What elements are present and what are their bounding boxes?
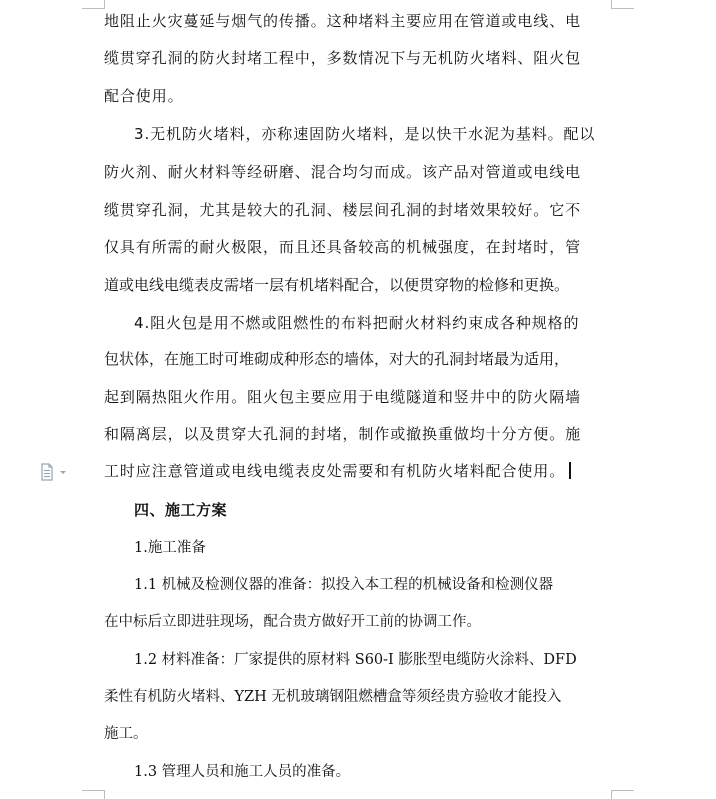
text-line[interactable]: 在中标后立即进驻现场，配合贵方做好开工前的协调工作。 <box>104 614 481 630</box>
text-line[interactable]: 地阻止火灾蔓延与烟气的传播。这种堵料主要应用在管道或电线、电 <box>104 12 582 30</box>
text-line[interactable]: 柔性有机防火堵料、YZH 无机玻璃钢阻燃槽盒等须经贵方验收才能投入 <box>104 689 562 705</box>
subsection-heading[interactable]: 1.施工准备 <box>134 540 206 556</box>
page-corner-mark-bottom-left <box>82 790 105 799</box>
text-line[interactable]: 配合使用。 <box>104 87 184 105</box>
page-corner-mark-top-right <box>611 0 634 9</box>
text-line[interactable]: 4.阻火包是用不燃或阻燃性的布料把耐火材料约束成各种规格的 <box>134 314 580 332</box>
text-cursor <box>569 462 571 479</box>
page-corner-mark-top-left <box>82 0 105 9</box>
text-line[interactable]: 包状体，在施工时可堆砌成种形态的墙体，对大的孔洞封堵最为适用， <box>104 350 570 368</box>
text-line-with-cursor[interactable] <box>104 458 616 484</box>
text-line[interactable]: 和隔离层，以及贯穿大孔洞的封堵，制作或撤换重做均十分方便。施 <box>104 425 582 443</box>
text-line[interactable]: 起到隔热阻火作用。阻火包主要应用于电缆隧道和竖井中的防火隔墙 <box>104 388 582 406</box>
text-line[interactable]: 工时应注意管道或电线电缆表皮处需要和有机防火堵料配合使用。 <box>104 462 566 480</box>
text-line[interactable]: 道或电线电缆表皮需堵一层有机堵料配合，以便贯穿物的检修和更换。 <box>104 276 570 294</box>
text-line[interactable]: 防火剂、耐火材料等经研磨、混合均匀而成。该产品对管道或电线电 <box>104 163 582 181</box>
text-line[interactable]: 1.3 管理人员和施工人员的准备。 <box>134 764 351 780</box>
text-line[interactable]: 1.2 材料准备：厂家提供的原材料 S60-I 膨胀型电缆防火涂料、DFD <box>134 652 577 668</box>
page-corner-mark-bottom-right <box>611 790 634 799</box>
section-heading[interactable]: 四、施工方案 <box>134 501 228 519</box>
document-dropdown-icon[interactable] <box>40 463 70 481</box>
text-line[interactable]: 1.1 机械及检测仪器的准备：拟投入本工程的机械设备和检测仪器 <box>134 577 554 593</box>
text-line[interactable]: 仅具有所需的耐火极限，而且还具备较高的机械强度，在封堵时，管 <box>104 238 582 256</box>
text-line[interactable]: 缆贯穿孔洞，尤其是较大的孔洞、楼层间孔洞的封堵效果较好。它不 <box>104 201 582 219</box>
text-line[interactable]: 3.无机防火堵料，亦称速固防火堵料，是以快干水泥为基料。配以 <box>134 125 596 143</box>
text-line[interactable]: 施工。 <box>104 726 148 742</box>
text-line[interactable]: 缆贯穿孔洞的防火封堵工程中，多数情况下与无机防火堵料、阻火包 <box>104 49 582 67</box>
